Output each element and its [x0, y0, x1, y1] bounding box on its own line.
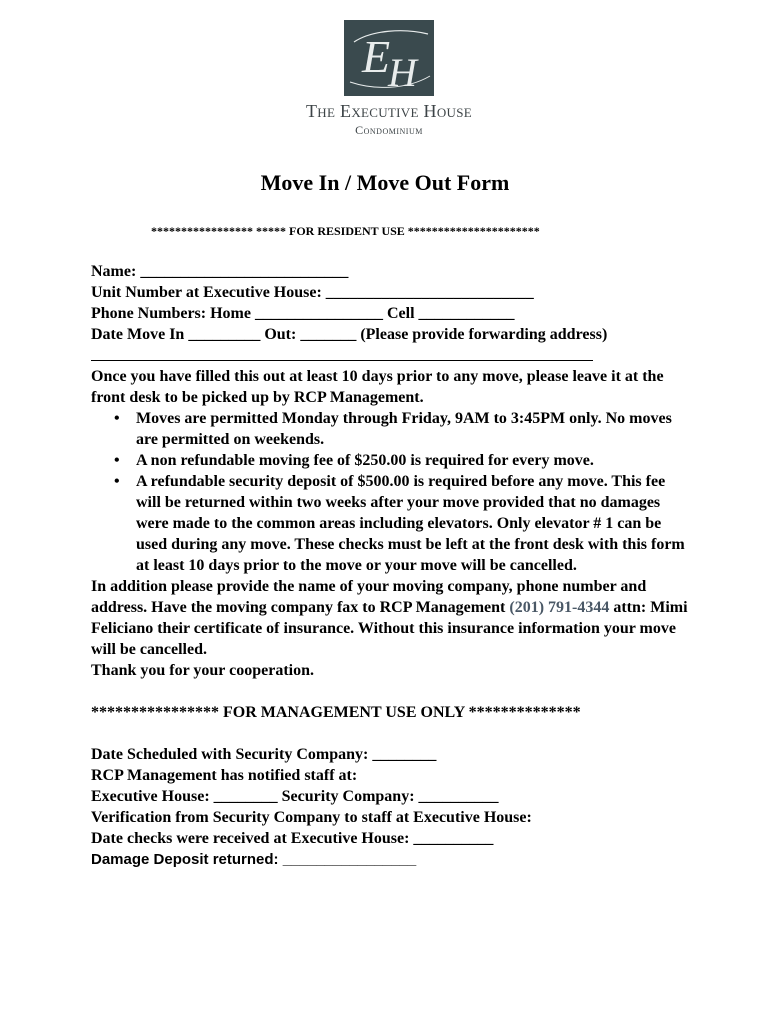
additional-info-text-end: attn: Mimi Feliciano their certificate of insurance. Without this insurance information your move will be cancelled. [91, 599, 688, 658]
executive-house-logo [344, 20, 434, 96]
form-body [91, 261, 691, 870]
list-item: • Moves are permitted Monday through Friday, 9AM to 3:45PM only. No moves are permitted on weekends. [136, 408, 691, 450]
checks-received-field[interactable]: Date checks were received at Executive House: __________ [91, 830, 494, 847]
verification-label: Verification from Security Company to staff at Executive House: [91, 809, 532, 826]
brand-subtitle: Condominium [355, 123, 423, 137]
move-dates-field[interactable]: Date Move In _________ Out: _______ (Please provide forwarding address) [91, 326, 608, 343]
name-field[interactable]: Name: __________________________ [91, 263, 349, 280]
thanks-line: Thank you for your cooperation. [91, 662, 314, 679]
additional-info-paragraph [91, 576, 691, 660]
form-title: Move In / Move Out Form [260, 170, 510, 195]
list-item: • A non refundable moving fee of $250.00 is required for every move. [136, 450, 691, 471]
list-item: • A refundable security deposit of $500.00 is required before any move. This fee will be returned within two weeks after your move provided that no damages were made to the common areas including elevators. Only elevator # 1 can be used during any move. These checks must be left at the front desk with this form at least 10 days prior to the move or your move will be cancelled. [136, 471, 691, 576]
svg-text:E: E [362, 31, 391, 82]
date-scheduled-field[interactable]: Date Scheduled with Security Company: ________ [91, 746, 437, 763]
rules-list [91, 408, 691, 576]
executive-security-field[interactable]: Executive House: ________ Security Company: __________ [91, 788, 499, 805]
management-use-banner: **************** FOR MANAGEMENT USE ONLY ************** [91, 704, 581, 721]
staff-notified-label: RCP Management has notified staff at: [91, 767, 358, 784]
forwarding-address-line[interactable] [91, 345, 691, 366]
fax-number: (201) 791-4344 [509, 599, 610, 616]
brand-name: The Executive House [306, 101, 472, 121]
deposit-returned-field[interactable]: Damage Deposit returned: ________________ [91, 851, 417, 868]
brand-block [0, 102, 770, 137]
monogram-icon [344, 20, 434, 96]
intro-paragraph: Once you have filled this out at least 10 days prior to any move, please leave it at the front desk to be picked up by RCP Management. [91, 368, 664, 406]
additional-info-text: In addition please provide the name of your moving company, phone number and address. Have the moving company fax to RCP Management [91, 578, 647, 616]
resident-use-banner: ***************** ***** FOR RESIDENT USE ********************** [151, 224, 540, 238]
unit-number-field[interactable]: Unit Number at Executive House: __________________________ [91, 284, 534, 301]
phone-numbers-field[interactable]: Phone Numbers: Home ________________ Cell ____________ [91, 305, 515, 322]
svg-text:H: H [388, 50, 417, 95]
